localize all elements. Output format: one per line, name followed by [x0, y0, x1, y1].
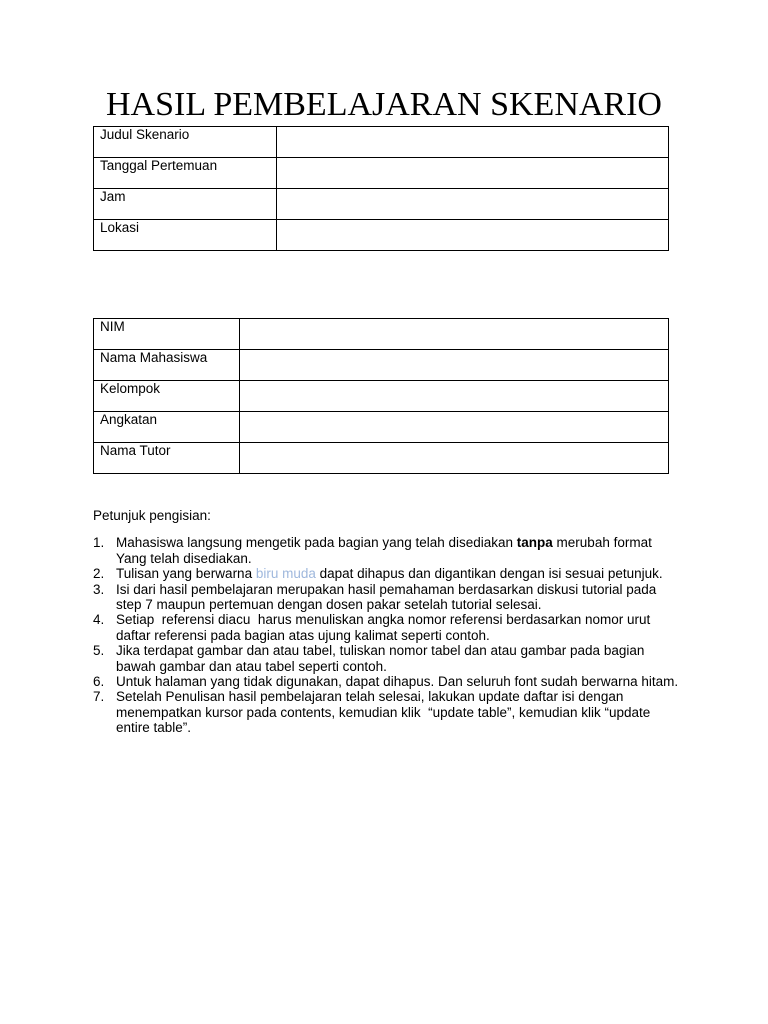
table-row	[94, 412, 669, 443]
field-value-lokasi[interactable]	[277, 220, 669, 251]
list-item-number: 4.	[93, 612, 105, 628]
list-item	[93, 566, 683, 581]
field-label-kelompok: Kelompok	[94, 381, 240, 412]
highlighted-text: biru muda	[255, 566, 316, 582]
list-item-text: Setiap referensi diacu harus menuliskan angka nomor referensi berdasarkan nomor urut daftar referensi pada bagian atas ujung kalimat seperti contoh.	[116, 612, 655, 643]
field-label-nama-mahasiswa: Nama Mahasiswa	[94, 350, 240, 381]
field-value-angkatan[interactable]	[240, 412, 669, 443]
table-row	[94, 158, 669, 189]
list-item-text: Mahasiswa langsung mengetik pada bagian yang telah disediakan	[116, 535, 517, 551]
table-row	[94, 350, 669, 381]
list-item-number: 1.	[93, 535, 105, 551]
scenario-info-table	[93, 126, 669, 251]
student-info-table	[93, 318, 669, 474]
list-item-text: Jika terdapat gambar dan atau tabel, tuliskan nomor tabel dan atau gambar pada bagian bawah gambar dan atau tabel seperti contoh.	[116, 643, 645, 674]
field-label-lokasi: Lokasi	[94, 220, 277, 251]
table-row	[94, 443, 669, 474]
field-value-nim[interactable]	[240, 319, 669, 350]
field-value-kelompok[interactable]	[240, 381, 669, 412]
list-item-text: Tulisan yang berwarna	[116, 566, 256, 582]
list-item-text: Setelah Penulisan hasil pembelajaran telah selesai, lakukan update daftar isi dengan menempatkan kursor pada contents, kemudian klik “update table”, kemudian klik “update entire table”.	[116, 689, 655, 736]
list-item-number: 2.	[93, 566, 105, 582]
list-item-number: 7.	[93, 689, 105, 705]
field-label-nim: NIM	[94, 319, 240, 350]
field-label-tanggal-pertemuan: Tanggal Pertemuan	[94, 158, 277, 189]
list-item-text: Isi dari hasil pembelajaran merupakan hasil pemahaman berdasarkan diskusi tutorial pada step 7 maupun pertemuan dengan dosen pakar setelah tutorial selesai.	[116, 581, 657, 613]
table-row	[94, 189, 669, 220]
field-label-jam: Jam	[94, 189, 277, 220]
table-row	[94, 319, 669, 350]
instructions-list	[93, 535, 683, 735]
field-label-nama-tutor: Nama Tutor	[94, 443, 240, 474]
table-row	[94, 381, 669, 412]
list-item-text: merubah format Yang telah disediakan.	[116, 535, 652, 566]
document-title: HASIL PEMBELAJARAN SKENARIO	[106, 86, 662, 123]
list-item-number: 3.	[93, 581, 105, 597]
list-item	[93, 535, 683, 566]
table-row	[94, 220, 669, 251]
list-item	[93, 612, 683, 643]
field-value-tanggal-pertemuan[interactable]	[277, 158, 669, 189]
list-item	[93, 674, 683, 689]
list-item	[93, 689, 683, 735]
field-label-angkatan: Angkatan	[94, 412, 240, 443]
field-value-judul-skenario[interactable]	[277, 127, 669, 158]
field-value-nama-tutor[interactable]	[240, 443, 669, 474]
list-item	[93, 582, 683, 613]
bold-text: tanpa	[516, 535, 553, 551]
instructions-heading: Petunjuk pengisian:	[93, 508, 211, 523]
field-value-jam[interactable]	[277, 189, 669, 220]
list-item-text: Untuk halaman yang tidak digunakan, dapat dihapus. Dan seluruh font sudah berwarna hitam.	[116, 674, 679, 690]
list-item-text: dapat dihapus dan digantikan dengan isi sesuai petunjuk.	[315, 566, 663, 582]
field-label-judul-skenario: Judul Skenario	[94, 127, 277, 158]
instructions-section	[93, 508, 683, 736]
field-value-nama-mahasiswa[interactable]	[240, 350, 669, 381]
list-item-number: 5.	[93, 643, 105, 659]
table-row	[94, 127, 669, 158]
list-item	[93, 643, 683, 674]
list-item-number: 6.	[93, 674, 105, 690]
